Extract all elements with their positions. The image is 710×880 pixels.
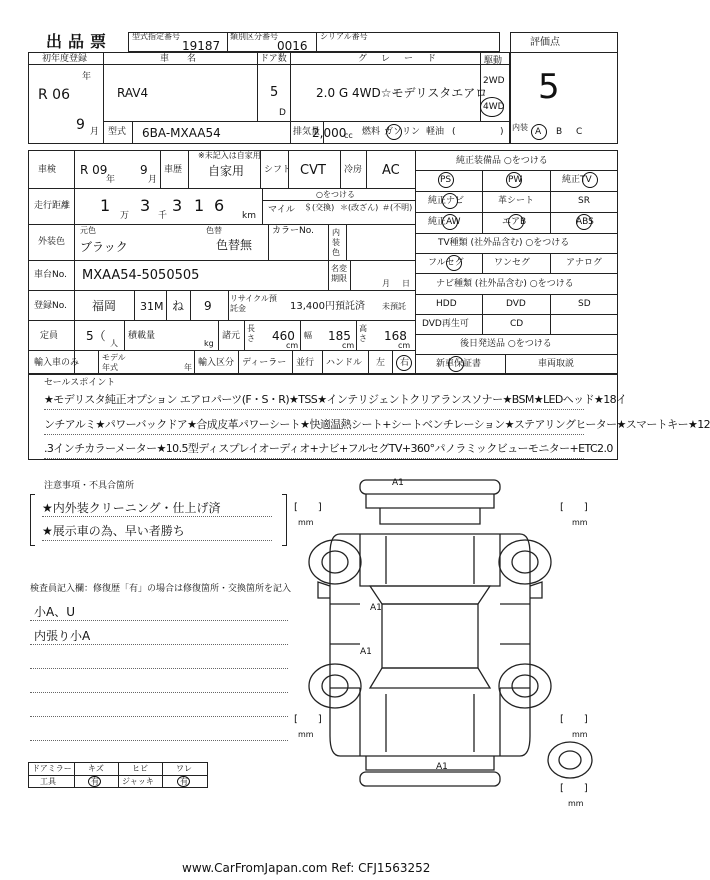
inspection-month-mark: 月 bbox=[148, 175, 158, 185]
equip-abs-circle bbox=[576, 214, 592, 230]
doors-sub: D bbox=[279, 108, 286, 118]
steering-left: 左 bbox=[376, 358, 386, 368]
color-change-value: 色替無 bbox=[216, 238, 253, 252]
capacity-value: 5（ bbox=[86, 329, 106, 343]
steering-label: ハンドル bbox=[326, 358, 363, 368]
color-number-label: カラーNo. bbox=[272, 226, 314, 236]
interior-c: C bbox=[576, 127, 583, 137]
model-label: 型式 bbox=[108, 127, 127, 137]
model-cert-label: 型式指定番号 bbox=[132, 32, 180, 41]
damage-mark-rear: A1 bbox=[436, 762, 448, 772]
usage-label: 車歴 bbox=[164, 165, 183, 175]
legend-tool-value: 有 bbox=[91, 777, 99, 786]
drive-4wd: 4WD bbox=[483, 102, 505, 112]
nav-title: ナビ種類 (社外品含む) ○をつける bbox=[436, 279, 574, 289]
equip-ps-circle bbox=[438, 172, 454, 188]
equip-ps: PS bbox=[440, 175, 452, 185]
equip-sr: SR bbox=[578, 196, 590, 206]
height-label: 高さ bbox=[359, 324, 367, 343]
shift-value: CVT bbox=[300, 163, 326, 178]
score-value: 5 bbox=[538, 67, 560, 107]
damage-mark-right: A1 bbox=[370, 603, 382, 613]
mileage-opt-altered: ＊(改ざん) bbox=[340, 203, 379, 212]
displacement-unit: cc bbox=[344, 131, 353, 140]
docs-warranty-circle bbox=[448, 356, 464, 372]
year-mark: 年 bbox=[82, 72, 92, 82]
legend-head-4: ワレ bbox=[176, 764, 192, 773]
equip-abs: ABS bbox=[576, 217, 594, 227]
legend-jack: ジャッキ bbox=[122, 777, 154, 786]
equip-leather: 革シート bbox=[498, 196, 535, 206]
notes-line-2: ★展示車の為、早い者勝ち bbox=[42, 524, 185, 538]
ac-value: AC bbox=[382, 163, 400, 178]
model-cert-no: 19187 bbox=[182, 39, 221, 53]
recycle-unpaid: 未預託 bbox=[382, 302, 406, 311]
form-title: 出品票 bbox=[46, 32, 113, 51]
legend-head-3: ヒビ bbox=[132, 764, 148, 773]
mileage-digit-3: 3 bbox=[172, 196, 183, 215]
inspector-line-2: 内張り小A bbox=[34, 629, 91, 643]
height-value: 168 bbox=[384, 329, 407, 343]
tv-oneseg: ワンセグ bbox=[494, 258, 531, 268]
inspection-value: R 09 bbox=[80, 163, 108, 177]
import-label: 輸入車のみ bbox=[34, 358, 80, 368]
width-label: 幅 bbox=[304, 331, 312, 340]
tread-rl: [ ] bbox=[294, 714, 322, 725]
tv-fullseg-circle bbox=[446, 255, 462, 271]
displacement-value: 2,000 bbox=[312, 126, 347, 140]
first-reg-label: 初年度登録 bbox=[42, 54, 88, 64]
sales-line-2: ンチアルミ★パワーバックドア★合成皮革パワーシート★快適温熱シート+シートベンチレーション★ステアリングヒーター★スマートキー★12 bbox=[44, 418, 710, 431]
legend-head-2: キズ bbox=[88, 764, 104, 773]
fuel-gas: ガソリン bbox=[384, 127, 421, 137]
import-parallel: 並行 bbox=[296, 358, 315, 368]
equip-airbag: エアB bbox=[502, 217, 527, 227]
import-dealer: ディーラー bbox=[242, 358, 287, 368]
reg-kana: ね bbox=[172, 299, 185, 313]
length-label: 長さ bbox=[247, 324, 255, 343]
name-change-month: 月 bbox=[382, 279, 390, 288]
notes-label: 注意事項・不具合箇所 bbox=[44, 481, 135, 491]
doors-value: 5 bbox=[270, 85, 279, 100]
equip-aw-circle bbox=[442, 214, 458, 230]
nav-cd: CD bbox=[510, 319, 524, 329]
tv-analog: アナログ bbox=[566, 258, 603, 268]
inspection-month: 9 bbox=[140, 163, 148, 177]
equip-navi-circle bbox=[442, 193, 458, 209]
docs-title: 後日発送品 ○をつける bbox=[460, 339, 552, 349]
reg-number: 9 bbox=[204, 299, 212, 313]
color-label: 外装色 bbox=[38, 237, 66, 247]
tread-spare: [ ] bbox=[560, 783, 588, 794]
model-year-label: モデル年式 bbox=[102, 353, 126, 372]
nav-sd: SD bbox=[578, 299, 591, 309]
interior-label: 内装 bbox=[512, 123, 528, 132]
sales-label: セールスポイント bbox=[44, 378, 116, 388]
height-unit: cm bbox=[398, 341, 411, 350]
model-year-unit: 年 bbox=[184, 363, 192, 372]
shift-label: シフト bbox=[264, 165, 292, 175]
equip-pw-circle bbox=[506, 172, 522, 188]
class-no: 0016 bbox=[277, 39, 308, 53]
capacity-unit: 人 bbox=[110, 339, 118, 348]
nav-dvd: DVD bbox=[506, 299, 526, 309]
color-change-label: 色替 bbox=[206, 226, 222, 235]
drive-label: 駆動 bbox=[484, 56, 503, 66]
fuel-label: 燃料 bbox=[362, 127, 381, 137]
usage-value: 自家用 bbox=[208, 164, 245, 178]
mileage-digit-2: 3 bbox=[140, 196, 151, 215]
footer-watermark: www.CarFromJapan.com Ref: CFJ1563252 bbox=[182, 861, 431, 875]
sales-line-1: ★モデリスタ純正オプション エアロパーツ(F・S・R)★TSS★インテリジェントクリアランスソナー★BSM★LEDヘッド★18イ bbox=[44, 393, 627, 406]
tv-title: TV種類 (社外品含む) ○をつける bbox=[438, 238, 570, 248]
grade-value: 2.0 G 4WD☆モデリスタエアロ bbox=[316, 86, 488, 100]
first-reg-month: 9 bbox=[76, 117, 85, 133]
mileage-opt-exchange: ＄(交換) bbox=[304, 203, 335, 212]
docs-manual: 車両取説 bbox=[538, 359, 575, 369]
drive-2wd: 2WD bbox=[483, 76, 505, 86]
car-name-label: 車名 bbox=[160, 54, 215, 64]
width-value: 185 bbox=[328, 329, 351, 343]
mileage-opt-mile: マイル bbox=[268, 205, 295, 215]
equip-tv-circle bbox=[582, 172, 598, 188]
tv-fullseg: フルセグ bbox=[428, 258, 464, 268]
equip-airbag-circle bbox=[508, 214, 524, 230]
damage-mark-front: A1 bbox=[392, 478, 404, 488]
unit-km: km bbox=[242, 211, 256, 221]
recycle-label: リサイクル預託金 bbox=[230, 294, 277, 313]
drive-4wd-circle bbox=[480, 97, 504, 117]
load-label: 積載量 bbox=[128, 331, 156, 341]
legend-tool: 工具 bbox=[40, 777, 56, 786]
mileage-check-note: ○をつける bbox=[316, 190, 355, 199]
steering-right: 右 bbox=[400, 358, 410, 368]
fuel-diesel: 軽油 bbox=[426, 127, 445, 137]
mileage-digit-5: 6 bbox=[214, 196, 225, 215]
tread-rr: [ ] bbox=[560, 714, 588, 725]
damage-mark-left: A1 bbox=[360, 647, 372, 657]
length-value: 460 bbox=[272, 329, 295, 343]
legend-jack-value: 有 bbox=[180, 777, 188, 786]
serial-label: シリアル番号 bbox=[320, 32, 368, 41]
score-label: 評価点 bbox=[530, 37, 560, 48]
doors-label: ドア数 bbox=[260, 54, 287, 64]
unit-man: 万 bbox=[120, 211, 130, 221]
fuel-gas-circle bbox=[386, 124, 402, 140]
unit-sen: 千 bbox=[158, 211, 168, 221]
inspection-label: 車検 bbox=[38, 165, 57, 175]
car-damage-diagram bbox=[290, 474, 610, 814]
model-value: 6BA-MXAA54 bbox=[142, 126, 221, 140]
equip-pw: PW bbox=[508, 175, 523, 185]
interior-a: A bbox=[535, 127, 542, 137]
chassis-value: MXAA54-5050505 bbox=[82, 268, 200, 283]
displacement-label: 排気量 bbox=[293, 127, 321, 137]
chassis-label: 車台No. bbox=[34, 270, 67, 280]
class-label: 類別区分番号 bbox=[230, 32, 278, 41]
sales-line-3: .3インチカラーメーター★10.5型ディスプレイオーディオ+ナビ+フルセグTV+360°パノラミックビューモニター+ETC2.0 bbox=[44, 442, 613, 455]
color-value: ブラック bbox=[80, 240, 128, 254]
equip-navi: 純正ナビ bbox=[428, 196, 465, 206]
orig-color-label: 元色 bbox=[80, 226, 96, 235]
docs-warranty: 新車保証書 bbox=[436, 359, 482, 369]
mileage-digit-1: 1 bbox=[100, 196, 111, 215]
car-name: RAV4 bbox=[117, 86, 149, 100]
equip-tv: 純正TV bbox=[562, 175, 592, 185]
tread-fl: [ ] bbox=[294, 502, 322, 513]
reg-pref: 福岡 bbox=[92, 299, 117, 313]
mileage-digit-4: 1 bbox=[194, 196, 205, 215]
grade-label: グレード bbox=[358, 54, 451, 64]
inspector-label: 検査員記入欄：修復歴「有」の場合は修復箇所・交換箇所を記入 bbox=[30, 584, 292, 594]
equip-aw: 純正AW bbox=[428, 217, 461, 227]
name-change-label: 名変期限 bbox=[331, 264, 347, 283]
mileage-opt-unknown: ＃(不明) bbox=[382, 203, 413, 212]
width-unit: cm bbox=[342, 341, 355, 350]
length-unit: cm bbox=[286, 341, 299, 350]
interior-color-label: 内装色 bbox=[332, 228, 340, 257]
first-reg-year: R 06 bbox=[38, 87, 70, 103]
equipment-title: 純正装備品 ○をつける bbox=[456, 156, 548, 166]
notes-line-1: ★内外装クリーニング・仕上げ済 bbox=[42, 501, 221, 515]
nav-dvd-play: DVD再生可 bbox=[422, 319, 469, 329]
load-unit: kg bbox=[204, 339, 214, 348]
steering-right-circle bbox=[396, 355, 412, 371]
capacity-label: 定員 bbox=[40, 331, 59, 341]
reg-label: 登録No. bbox=[34, 301, 67, 311]
inspector-line-1: 小A、U bbox=[34, 605, 75, 619]
nav-hdd: HDD bbox=[436, 299, 457, 309]
name-change-day: 日 bbox=[402, 279, 410, 288]
spec-label: 諸元 bbox=[222, 331, 241, 341]
import-type-label: 輸入区分 bbox=[198, 358, 235, 368]
usage-note: ※未記入は自家用 bbox=[198, 151, 261, 160]
interior-b: B bbox=[556, 127, 563, 137]
reg-class: 31M bbox=[140, 300, 164, 313]
inspection-year: 年 bbox=[106, 175, 116, 185]
tread-fr: [ ] bbox=[560, 502, 588, 513]
ac-label: 冷房 bbox=[344, 165, 363, 175]
mileage-label: 走行距離 bbox=[34, 201, 71, 211]
month-mark: 月 bbox=[90, 127, 100, 137]
interior-a-circle bbox=[531, 124, 547, 140]
recycle-value: 13,400円預託済 bbox=[290, 301, 365, 312]
legend-head-1: ドアミラー bbox=[32, 764, 72, 773]
